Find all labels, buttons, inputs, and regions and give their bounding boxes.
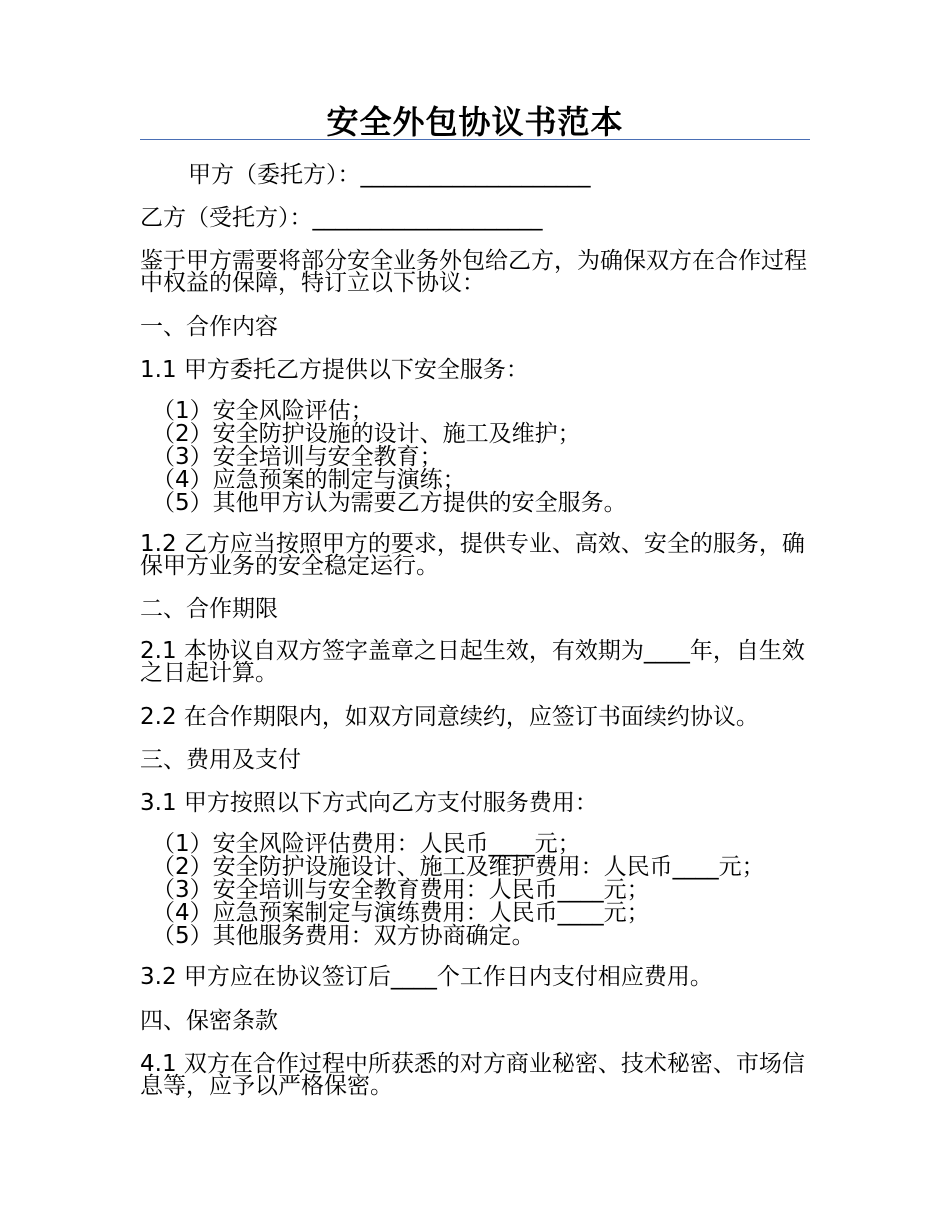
document-title: 安全外包协议书范本 — [326, 103, 624, 141]
section-3-heading: 三、费用及支付 — [140, 747, 301, 773]
clause-4-1: 4.1 双方在合作过程中所获悉的对方商业秘密、技术秘密、市场信息等，应予以严格保密。 — [140, 1051, 805, 1099]
list-item: （4）应急预案的制定与演练； — [152, 467, 466, 493]
list-item: （4）应急预案制定与演练费用：人民币____元； — [152, 900, 650, 926]
clause-1-2: 1.2 乙方应当按照甲方的要求，提供专业、高效、安全的服务，确保甲方业务的安全稳定运行。 — [140, 531, 805, 579]
section-2-heading: 二、合作期限 — [140, 596, 278, 622]
party-a-line: 甲方（委托方）：____________________ — [188, 162, 591, 188]
title-underline — [140, 139, 810, 140]
clause-3-1: 3.1 甲方按照以下方式向乙方支付服务费用： — [140, 790, 598, 816]
party-b-line: 乙方（受托方）：____________________ — [140, 205, 543, 231]
section-4-heading: 四、保密条款 — [140, 1008, 278, 1034]
list-item: （2）安全防护设施的设计、施工及维护； — [152, 421, 581, 447]
clause-2-1: 2.1 本协议自双方签字盖章之日起生效，有效期为____年，自生效之日起计算。 — [140, 638, 805, 686]
list-item: （3）安全培训与安全教育； — [152, 444, 443, 470]
section-1-heading: 一、合作内容 — [140, 314, 278, 340]
intro-paragraph: 鉴于甲方需要将部分安全业务外包给乙方，为确保双方在合作过程中权益的保障，特订立以下协议： — [140, 248, 807, 296]
fee-list — [152, 833, 765, 948]
list-item: （2）安全防护设施设计、施工及维护费用：人民币____元； — [152, 854, 765, 880]
list-item: （1）安全风险评估； — [152, 398, 374, 424]
list-item: （5）其他甲方认为需要乙方提供的安全服务。 — [152, 490, 627, 516]
list-item: （1）安全风险评估费用：人民币____元； — [152, 831, 581, 857]
clause-2-2: 2.2 在合作期限内，如双方同意续约，应签订书面续约协议。 — [140, 704, 759, 730]
list-item: （5）其他服务费用：双方协商确定。 — [152, 923, 535, 949]
list-item: （3）安全培训与安全教育费用：人民币____元； — [152, 877, 650, 903]
service-list — [152, 400, 627, 515]
clause-1-1: 1.1 甲方委托乙方提供以下安全服务： — [140, 357, 529, 383]
clause-3-2: 3.2 甲方应在协议签订后____个工作日内支付相应费用。 — [140, 964, 713, 990]
